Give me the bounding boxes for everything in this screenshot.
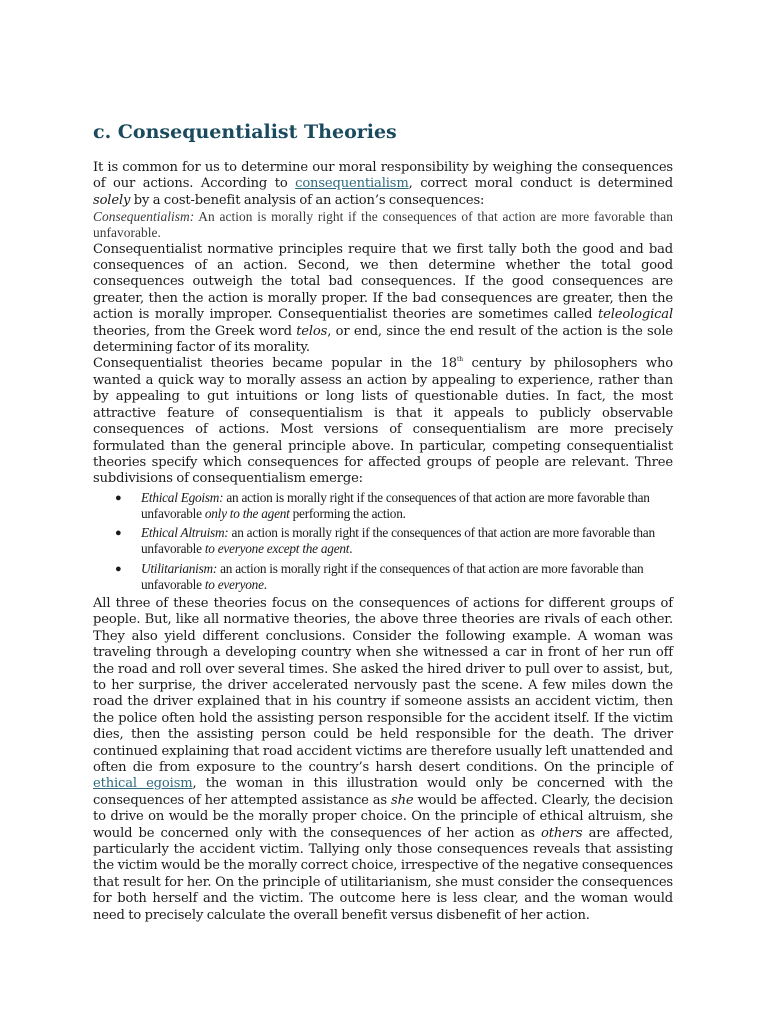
consequentialism-link[interactable]: consequentialism <box>295 176 409 192</box>
bullet-icon: ● <box>115 527 122 540</box>
item-term: Ethical Altruism: <box>141 525 229 541</box>
telos-emphasis: telos <box>296 323 328 339</box>
paragraph-text: century by philosophers who wanted a quick way to morally assess an action by appealing to experience, rather than by appealing to gut intuitions or long lists of questionable duties. In fact, the most attractive feature of consequentialism is that it appeals to publicly observable consequences of actions. Most versions of consequentialism are more precisely formulated than the general principle above. In particular, competing consequentialist theories specify which consequences for affected groups of people are relevant. Three subdivisions of consequentialism emerge: <box>93 356 673 487</box>
list-item-ethical-egoism <box>115 489 673 522</box>
definition-text: An action is morally right if the consequences of that action are more favorable than unfavorable. <box>93 209 673 241</box>
list-item-ethical-altruism <box>115 525 673 557</box>
item-emphasis: to everyone except the agent <box>204 541 350 557</box>
paragraph-text: , or end, since the end result of the action is the sole determining factor of its morality. <box>93 323 673 356</box>
consequentialism-definition <box>93 209 673 241</box>
paragraph-text: would be affected. Clearly, the decision to drive on would be the morally proper choice. On the principle of ethical altruism, she would be concerned only with the consequences of her action as <box>93 792 673 841</box>
item-emphasis: only to the agent <box>204 505 290 521</box>
section-heading: c. Consequentialist Theories <box>93 121 397 143</box>
bullet-icon: ● <box>115 562 122 575</box>
item-emphasis: to everyone <box>204 576 264 592</box>
item-text: an action is morally right if the consequences of that action are more favorable than unfavorable <box>141 489 650 521</box>
example-paragraph <box>93 596 673 924</box>
list-item-utilitarianism <box>115 560 673 593</box>
intro-text: by a cost-benefit analysis of an action’s consequences: <box>130 192 485 208</box>
paragraph-text: Consequentialist normative principles require that we first tally both the good and bad consequences of an action. Second, we then determine whether the total good consequences outweigh the total bad consequences. If the good consequences are greater, then the action is morally proper. If the bad consequences are greater, then the action is morally improper. Consequentialist theories are sometimes called <box>93 241 673 323</box>
item-text: an action is morally right if the consequences of that action are more favorable than unfavorable <box>141 560 644 592</box>
item-tail: . <box>349 541 353 557</box>
intro-text: It is common for us to determine our moral responsibility by weighing the consequences of our actions. According to <box>93 160 673 192</box>
item-term: Utilitarianism: <box>141 560 218 576</box>
document-page <box>93 118 673 924</box>
bullet-icon: ● <box>115 491 122 504</box>
ordinal-superscript: th <box>456 356 463 364</box>
she-emphasis: she <box>391 792 414 808</box>
paragraph-text: Consequentialist theories became popular in the 18 <box>93 356 457 372</box>
intro-text: , correct moral conduct is determined <box>408 176 673 192</box>
paragraph-text: theories, from the Greek word <box>93 323 297 339</box>
ethical-egoism-link[interactable]: ethical egoism <box>93 776 193 792</box>
history-paragraph <box>93 356 673 487</box>
item-text: an action is morally right if the consequences of that action are more favorable than unfavorable <box>141 525 655 557</box>
others-emphasis: others <box>541 825 583 841</box>
paragraph-text: All three of these theories focus on the consequences of actions for different groups of people. But, like all normative theories, the above three theories are rivals of each other. They also yield different conclusions. Consider the following example. A woman was traveling through a developing country when she witnessed a car in front of her run off the road and roll over several times. She asked the hired driver to pull over to assist, but, to her surprise, the driver accelerated nervously past the scene. A few miles down the road the driver explained that in his country if someone assists an accident victim, then the police often hold the assisting person responsible for the accident itself. If the victim dies, then the assisting person could be held responsible for the death. The driver continued explaining that road accident victims are therefore usually left unattended and often die from exposure to the country’s harsh desert conditions. On the principle of <box>93 595 673 775</box>
paragraph-text: , the woman in this illustration would only be concerned with the consequences of her attempted assistance as <box>93 776 673 808</box>
normative-principles-paragraph <box>93 242 673 357</box>
item-tail: . <box>263 576 267 592</box>
intro-emphasis: solely <box>93 192 131 208</box>
definition-term: Consequentialism: <box>93 209 195 225</box>
paragraph-text: are affected, particularly the accident victim. Tallying only those consequences reveals that assisting the victim would be the morally correct choice, irrespective of the negative consequences that result for her. On the principle of utilitarianism, she must consider the consequences for both herself and the victim. The outcome here is less clear, and the woman would need to precisely calculate the overall benefit versus disbenefit of her action. <box>93 825 673 923</box>
subdivisions-list <box>93 490 673 593</box>
item-tail: performing the action. <box>289 505 406 521</box>
item-term: Ethical Egoism: <box>141 489 224 505</box>
teleological-emphasis: teleological <box>598 307 673 323</box>
intro-paragraph <box>93 160 673 209</box>
